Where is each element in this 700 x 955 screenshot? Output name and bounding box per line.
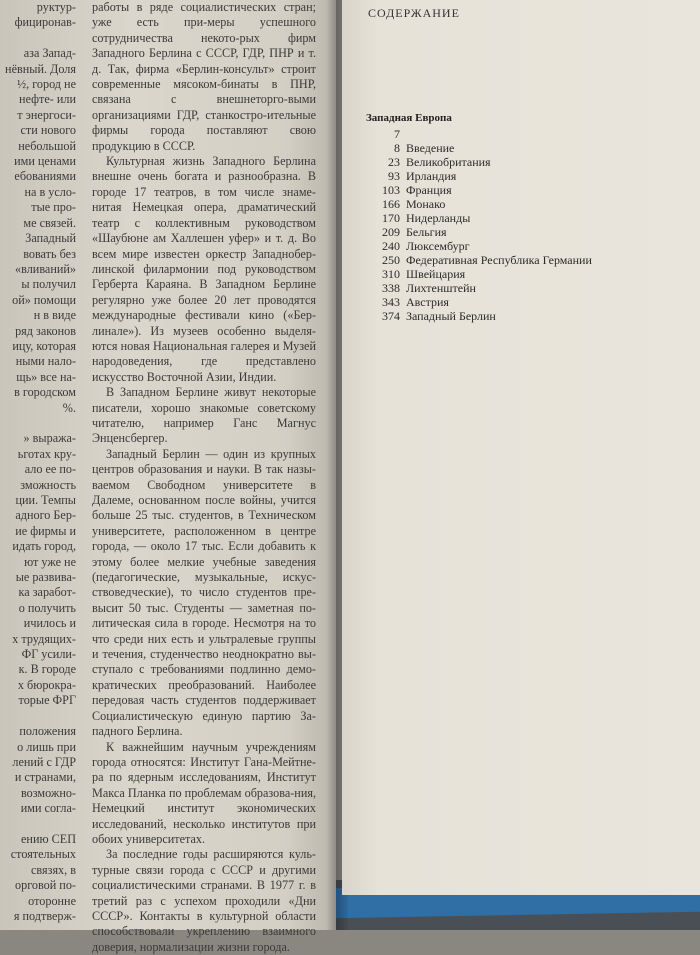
contents-entry: [362, 183, 692, 197]
outer-column-line: н в виде: [33, 308, 76, 323]
contents-entry: [362, 239, 692, 253]
contents-title: СОДЕРЖАНИЕ: [368, 6, 460, 20]
outer-column-line: стоятельных: [10, 847, 76, 862]
contents-entry-label: Великобритания: [406, 155, 491, 169]
outer-column-line: руктур-: [36, 0, 76, 14]
contents-entry: [362, 197, 692, 211]
contents-page-number: 103: [382, 183, 400, 197]
contents-page-number: 8: [394, 141, 400, 155]
contents-entry: [362, 225, 692, 239]
contents-page-number: 250: [382, 253, 400, 267]
contents-entry: [362, 155, 692, 169]
outer-column-line: аза Запад-: [23, 46, 76, 61]
contents-section-heading: Западная Европа: [366, 112, 452, 124]
outer-column-line: ными нало-: [15, 354, 76, 369]
outer-column-line: в городском: [14, 385, 76, 400]
outer-column-line: оторонне: [28, 893, 76, 908]
body-paragraph: К важнейшим научным учреждениям города относятся: Институт Гана-Мейтне-ра по ядерным исследованиям, Институт Макса Планка по проблемам образова-ния, Немецкий институт экономических исследований, несколько институтов при обоих университетах.: [92, 739, 316, 846]
outer-column-line: ции. Темпы: [15, 493, 76, 507]
contents-entry: [362, 267, 692, 281]
outer-column-line: нёвный. Доля: [5, 61, 76, 76]
contents-page-number: 240: [382, 239, 400, 253]
outer-column-line: сти нового: [20, 123, 76, 138]
outer-column-line: «вливаний»: [15, 261, 76, 276]
contents-entry: [362, 127, 692, 141]
outer-column-line: зможность: [20, 477, 76, 492]
contents-entry: [362, 281, 692, 295]
outer-column-line: небольшой: [18, 138, 76, 153]
outer-column-line: адного Бер-: [15, 508, 76, 523]
contents-page-number: 166: [382, 197, 400, 211]
contents-page-number: 338: [382, 281, 400, 295]
contents-entry-label: Западный Берлин: [406, 309, 496, 323]
contents-list: [362, 127, 692, 323]
outer-column-line: ½, город не: [16, 77, 76, 92]
contents-entry: [362, 141, 692, 155]
outer-column-line: идать город,: [12, 539, 76, 554]
outer-column-line: ичилось и: [23, 616, 76, 631]
contents-page-number: 310: [382, 267, 400, 281]
contents-entry-label: Люксембург: [406, 239, 470, 253]
contents-entry-label: Введение: [406, 141, 455, 155]
contents-page-number: 93: [388, 169, 400, 183]
outer-column-line: ению СЕП: [21, 831, 76, 846]
outer-column-line: на в усло-: [24, 184, 76, 199]
outer-column-line: вовать без: [23, 246, 76, 261]
outer-column-line: [0, 709, 76, 724]
contents-entry: [362, 253, 692, 267]
contents-entry: [362, 211, 692, 225]
outer-column-line: нефте- или: [19, 92, 76, 107]
left-page-outer-column: [0, 0, 76, 924]
contents-page-number: 23: [388, 155, 400, 169]
outer-column-line: ы получил: [21, 277, 76, 292]
contents-entry: [362, 309, 692, 323]
contents-entry-label: Лихтенштейн: [406, 281, 476, 295]
outer-column-line: орговой по-: [15, 878, 76, 893]
outer-column-line: фициронав-: [14, 15, 76, 30]
outer-column-line: связях, в: [31, 862, 76, 877]
outer-column-line: щь» все на-: [16, 369, 76, 384]
outer-column-line: и странами,: [14, 770, 76, 785]
outer-column-line: ые развива-: [15, 570, 76, 585]
contents-page-number: 7: [394, 127, 400, 141]
body-paragraph: В Западном Берлине живут некоторые писатели, хорошо знакомые советскому читателю, например Ганс Магнус Энценсбергер.: [92, 385, 316, 446]
contents-entry-label: Монако: [406, 197, 446, 211]
contents-entry: [362, 169, 692, 183]
contents-entry-label: [406, 127, 692, 141]
contents-page-number: 374: [382, 309, 400, 323]
right-page: [342, 0, 700, 895]
outer-column-line: ие фирмы и: [15, 523, 76, 538]
outer-column-line: ими согла-: [20, 801, 76, 816]
outer-column-line: о получить: [18, 600, 76, 615]
outer-column-line: [0, 817, 76, 832]
outer-column-line: [0, 31, 76, 46]
outer-column-line: х бюрокра-: [17, 677, 76, 692]
outer-column-line: ими ценами: [14, 154, 76, 169]
contents-entry: [362, 295, 692, 309]
outer-column-line: ФГ усили-: [21, 647, 76, 662]
outer-column-line: ицу, которая: [12, 338, 76, 353]
outer-column-line: торые ФРГ: [18, 693, 76, 708]
body-paragraph: работы в ряде социалистических стран; уже есть при-меры успешного сотрудничества некото-рых фирм Западного Берлина с СССР, ГДР, ПНР и т. д. Так, фирма «Берлин-консульт» строит современные мясоком-бинаты в ПНР, связана с внешнеторго-выми организациями ГДР, станкостро-ительные фирмы города поставляют свою продукцию в СССР.: [92, 0, 316, 153]
outer-column-line: ебованиями: [14, 169, 76, 184]
contents-entry-label: Нидерланды: [406, 211, 471, 225]
outer-column-line: возможно-: [20, 785, 76, 800]
outer-column-line: ка заработ-: [18, 585, 76, 600]
outer-column-line: ряд законов: [15, 323, 76, 338]
contents-entry-label: Ирландия: [406, 169, 457, 183]
body-paragraph: Западный Берлин — один из крупных центров образования и науки. В так назы-ваемом Свободном университете в Далеме, основанном после войны, учится больше 25 тыс. студентов, в Техническом университете, расположенном в центре города, — около 17 тыс. Если добавить к этому более мелкие учебные заведения (педагогические, музыкальные, искус-ствоведческие), то число студентов пре-высит 50 тыс. Студенты — заметная по-литическая сила в городе. Несмотря на то что среди них есть и ультралевые группы и течения, студенчество неоднократно вы-ступало с требованиями подлинно демо-кратических преобразований. Наиболее передовая часть студентов поддерживает Социалистическую единую партию За-падного Берлина.: [92, 446, 316, 739]
contents-entry-label: Федеративная Республика Германии: [406, 253, 592, 267]
contents-entry-label: Бельгия: [406, 225, 447, 239]
outer-column-line: ало ее по-: [24, 462, 76, 477]
body-paragraph: Культурная жизнь Западного Берлина внешне очень богата и разнообразна. В городе 17 театров, в том числе знаме-нитая Немецкая опера, драматический театр с коллективным руководством «Шаубюне ам Халлешен уфер» и т. д. Во всем мире известен оркестр Западнобер-линской филармонии под руководством Герберта Караяна. В Западном Берлине регулярно уже более 20 лет проводятся международные фестивали кино («Бер-линале»). Из музеев особенно выделя-ются новая Национальная галерея и Музей народоведения, где представлено искусство Восточной Азии, Индии.: [92, 154, 316, 384]
outer-column-line: ют уже не: [24, 554, 76, 569]
outer-column-line: %.: [62, 400, 76, 415]
contents-page-number: 170: [382, 211, 400, 225]
body-paragraph: За последние годы расширяются куль-турные связи города с СССР и другими социалистическими странами. В 1977 г. в третий раз с успехом проходили «Дни СССР». Контакты в культурной области способствовали укреплению взаимного доверия, нормализации жизни города.: [92, 847, 316, 954]
outer-column-line: положения: [19, 724, 76, 739]
outer-column-line: т энергоси-: [17, 107, 76, 122]
outer-column-line: к. В городе: [18, 662, 76, 677]
left-page: [0, 0, 336, 954]
contents-entry-label: Франция: [406, 183, 452, 197]
contents-entry-label: Австрия: [406, 295, 449, 309]
outer-column-line: » выража-: [23, 431, 76, 446]
outer-column-line: о лишь при: [17, 739, 76, 754]
outer-column-line: ой» помощи: [12, 292, 76, 307]
outer-column-line: [0, 416, 76, 431]
outer-column-line: я подтверж-: [13, 908, 76, 923]
left-page-main-column: [92, 0, 316, 955]
contents-page-number: 209: [382, 225, 400, 239]
outer-column-line: ме связей.: [23, 215, 76, 230]
outer-column-line: тые про-: [31, 200, 76, 215]
outer-column-line: х трудящих-: [12, 631, 76, 646]
contents-entry-label: Швейцария: [406, 267, 466, 281]
contents-page-number: 343: [382, 295, 400, 309]
outer-column-line: лений с ГДР: [12, 754, 76, 769]
outer-column-line: Западный: [25, 231, 76, 246]
outer-column-line: ьготах кру-: [17, 446, 76, 461]
